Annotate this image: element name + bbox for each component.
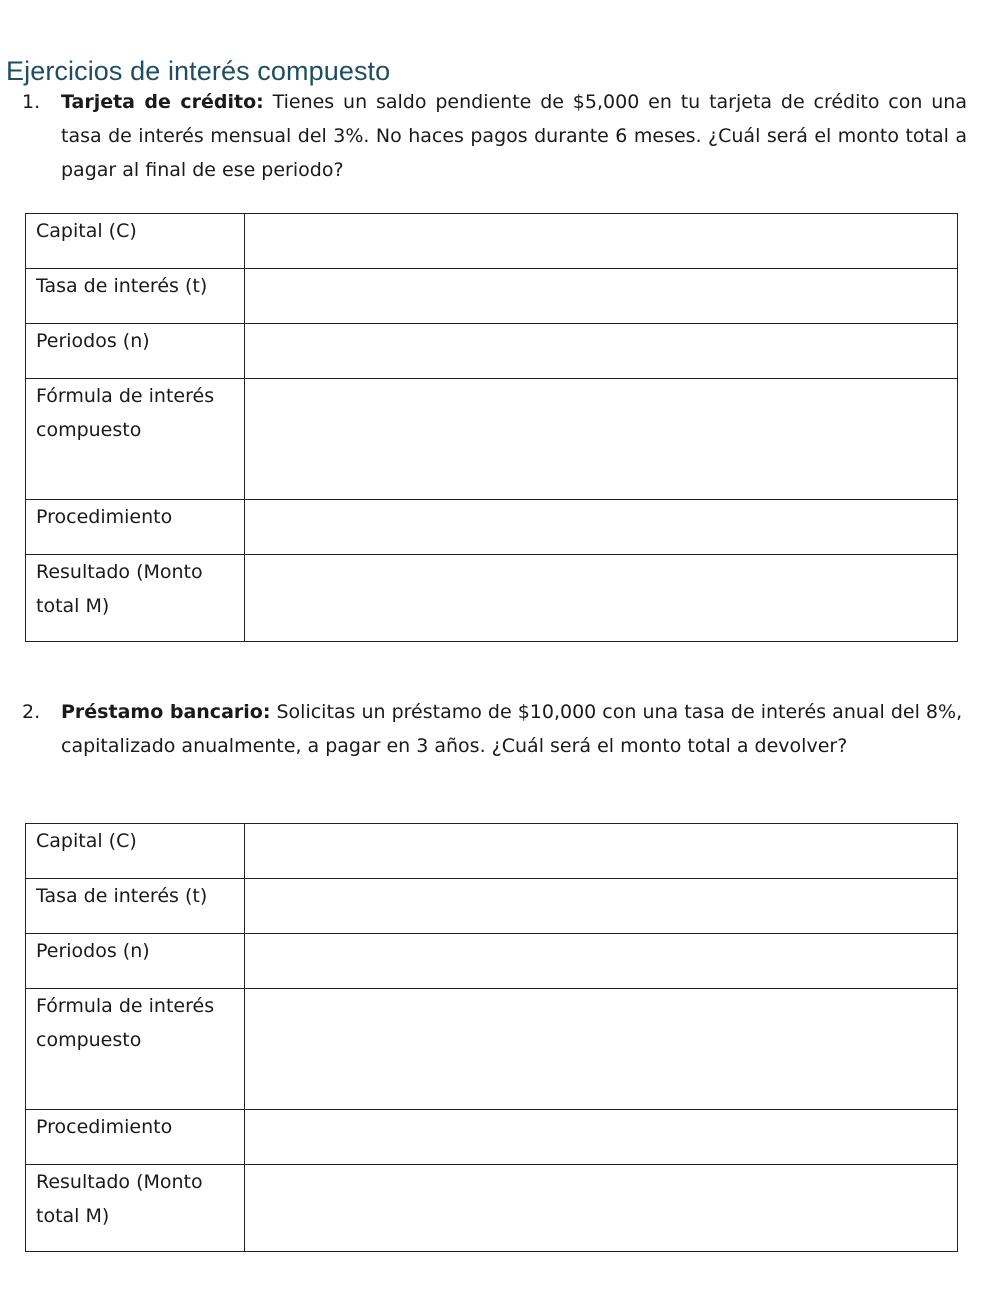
table-row bbox=[26, 824, 958, 879]
row-label-periods: Periodos (n) bbox=[26, 934, 245, 989]
answer-cell-formula[interactable] bbox=[245, 989, 958, 1110]
answer-cell-periods[interactable] bbox=[245, 934, 958, 989]
row-label-result: Resultado (Monto total M) bbox=[26, 1165, 245, 1252]
table-row bbox=[26, 934, 958, 989]
table-row bbox=[26, 1165, 958, 1252]
answer-cell-capital[interactable] bbox=[245, 824, 958, 879]
table-row bbox=[26, 269, 958, 324]
row-label-capital: Capital (C) bbox=[26, 214, 245, 269]
row-label-result: Resultado (Monto total M) bbox=[26, 555, 245, 642]
answer-cell-result[interactable] bbox=[245, 1165, 958, 1252]
exercise-question: Solicitas un préstamo de $10,000 con una tasa de interés anual del 8%, capitalizado anualmente, a pagar en 3 años. ¿Cuál será el monto total a devolver? bbox=[61, 701, 963, 757]
row-label-formula: Fórmula de interés compuesto bbox=[26, 379, 245, 500]
exercise-2-statement bbox=[22, 695, 967, 763]
table-row bbox=[26, 1110, 958, 1165]
exercise-number: 1. bbox=[22, 91, 41, 113]
answer-cell-procedure[interactable] bbox=[245, 1110, 958, 1165]
row-label-procedure: Procedimiento bbox=[26, 1110, 245, 1165]
exercise-number: 2. bbox=[22, 701, 41, 723]
row-label-rate: Tasa de interés (t) bbox=[26, 879, 245, 934]
row-label-formula: Fórmula de interés compuesto bbox=[26, 989, 245, 1110]
row-label-capital: Capital (C) bbox=[26, 824, 245, 879]
row-label-periods: Periodos (n) bbox=[26, 324, 245, 379]
exercise-lead: Tarjeta de crédito: bbox=[61, 91, 264, 113]
exercise-2-table bbox=[25, 823, 958, 1252]
answer-cell-rate[interactable] bbox=[245, 269, 958, 324]
row-label-rate: Tasa de interés (t) bbox=[26, 269, 245, 324]
exercise-text bbox=[61, 695, 967, 763]
table-row bbox=[26, 214, 958, 269]
exercise-question: Tienes un saldo pendiente de $5,000 en tu tarjeta de crédito con una tasa de interés mensual del 3%. No haces pagos durante 6 meses. ¿Cuál será el monto total a pagar al final de ese periodo? bbox=[61, 91, 967, 181]
row-label-procedure: Procedimiento bbox=[26, 500, 245, 555]
answer-cell-result[interactable] bbox=[245, 555, 958, 642]
answer-cell-capital[interactable] bbox=[245, 214, 958, 269]
exercise-text bbox=[61, 85, 967, 187]
table-row bbox=[26, 379, 958, 500]
table-row bbox=[26, 324, 958, 379]
exercise-1-table bbox=[25, 213, 958, 642]
table-row bbox=[26, 989, 958, 1110]
answer-cell-formula[interactable] bbox=[245, 379, 958, 500]
table-row bbox=[26, 555, 958, 642]
table-row bbox=[26, 500, 958, 555]
table-row bbox=[26, 879, 958, 934]
exercise-lead: Préstamo bancario: bbox=[61, 701, 271, 723]
answer-cell-procedure[interactable] bbox=[245, 500, 958, 555]
answer-cell-rate[interactable] bbox=[245, 879, 958, 934]
exercise-1-statement bbox=[22, 85, 967, 187]
page-title: Ejercicios de interés compuesto bbox=[6, 56, 391, 86]
answer-cell-periods[interactable] bbox=[245, 324, 958, 379]
